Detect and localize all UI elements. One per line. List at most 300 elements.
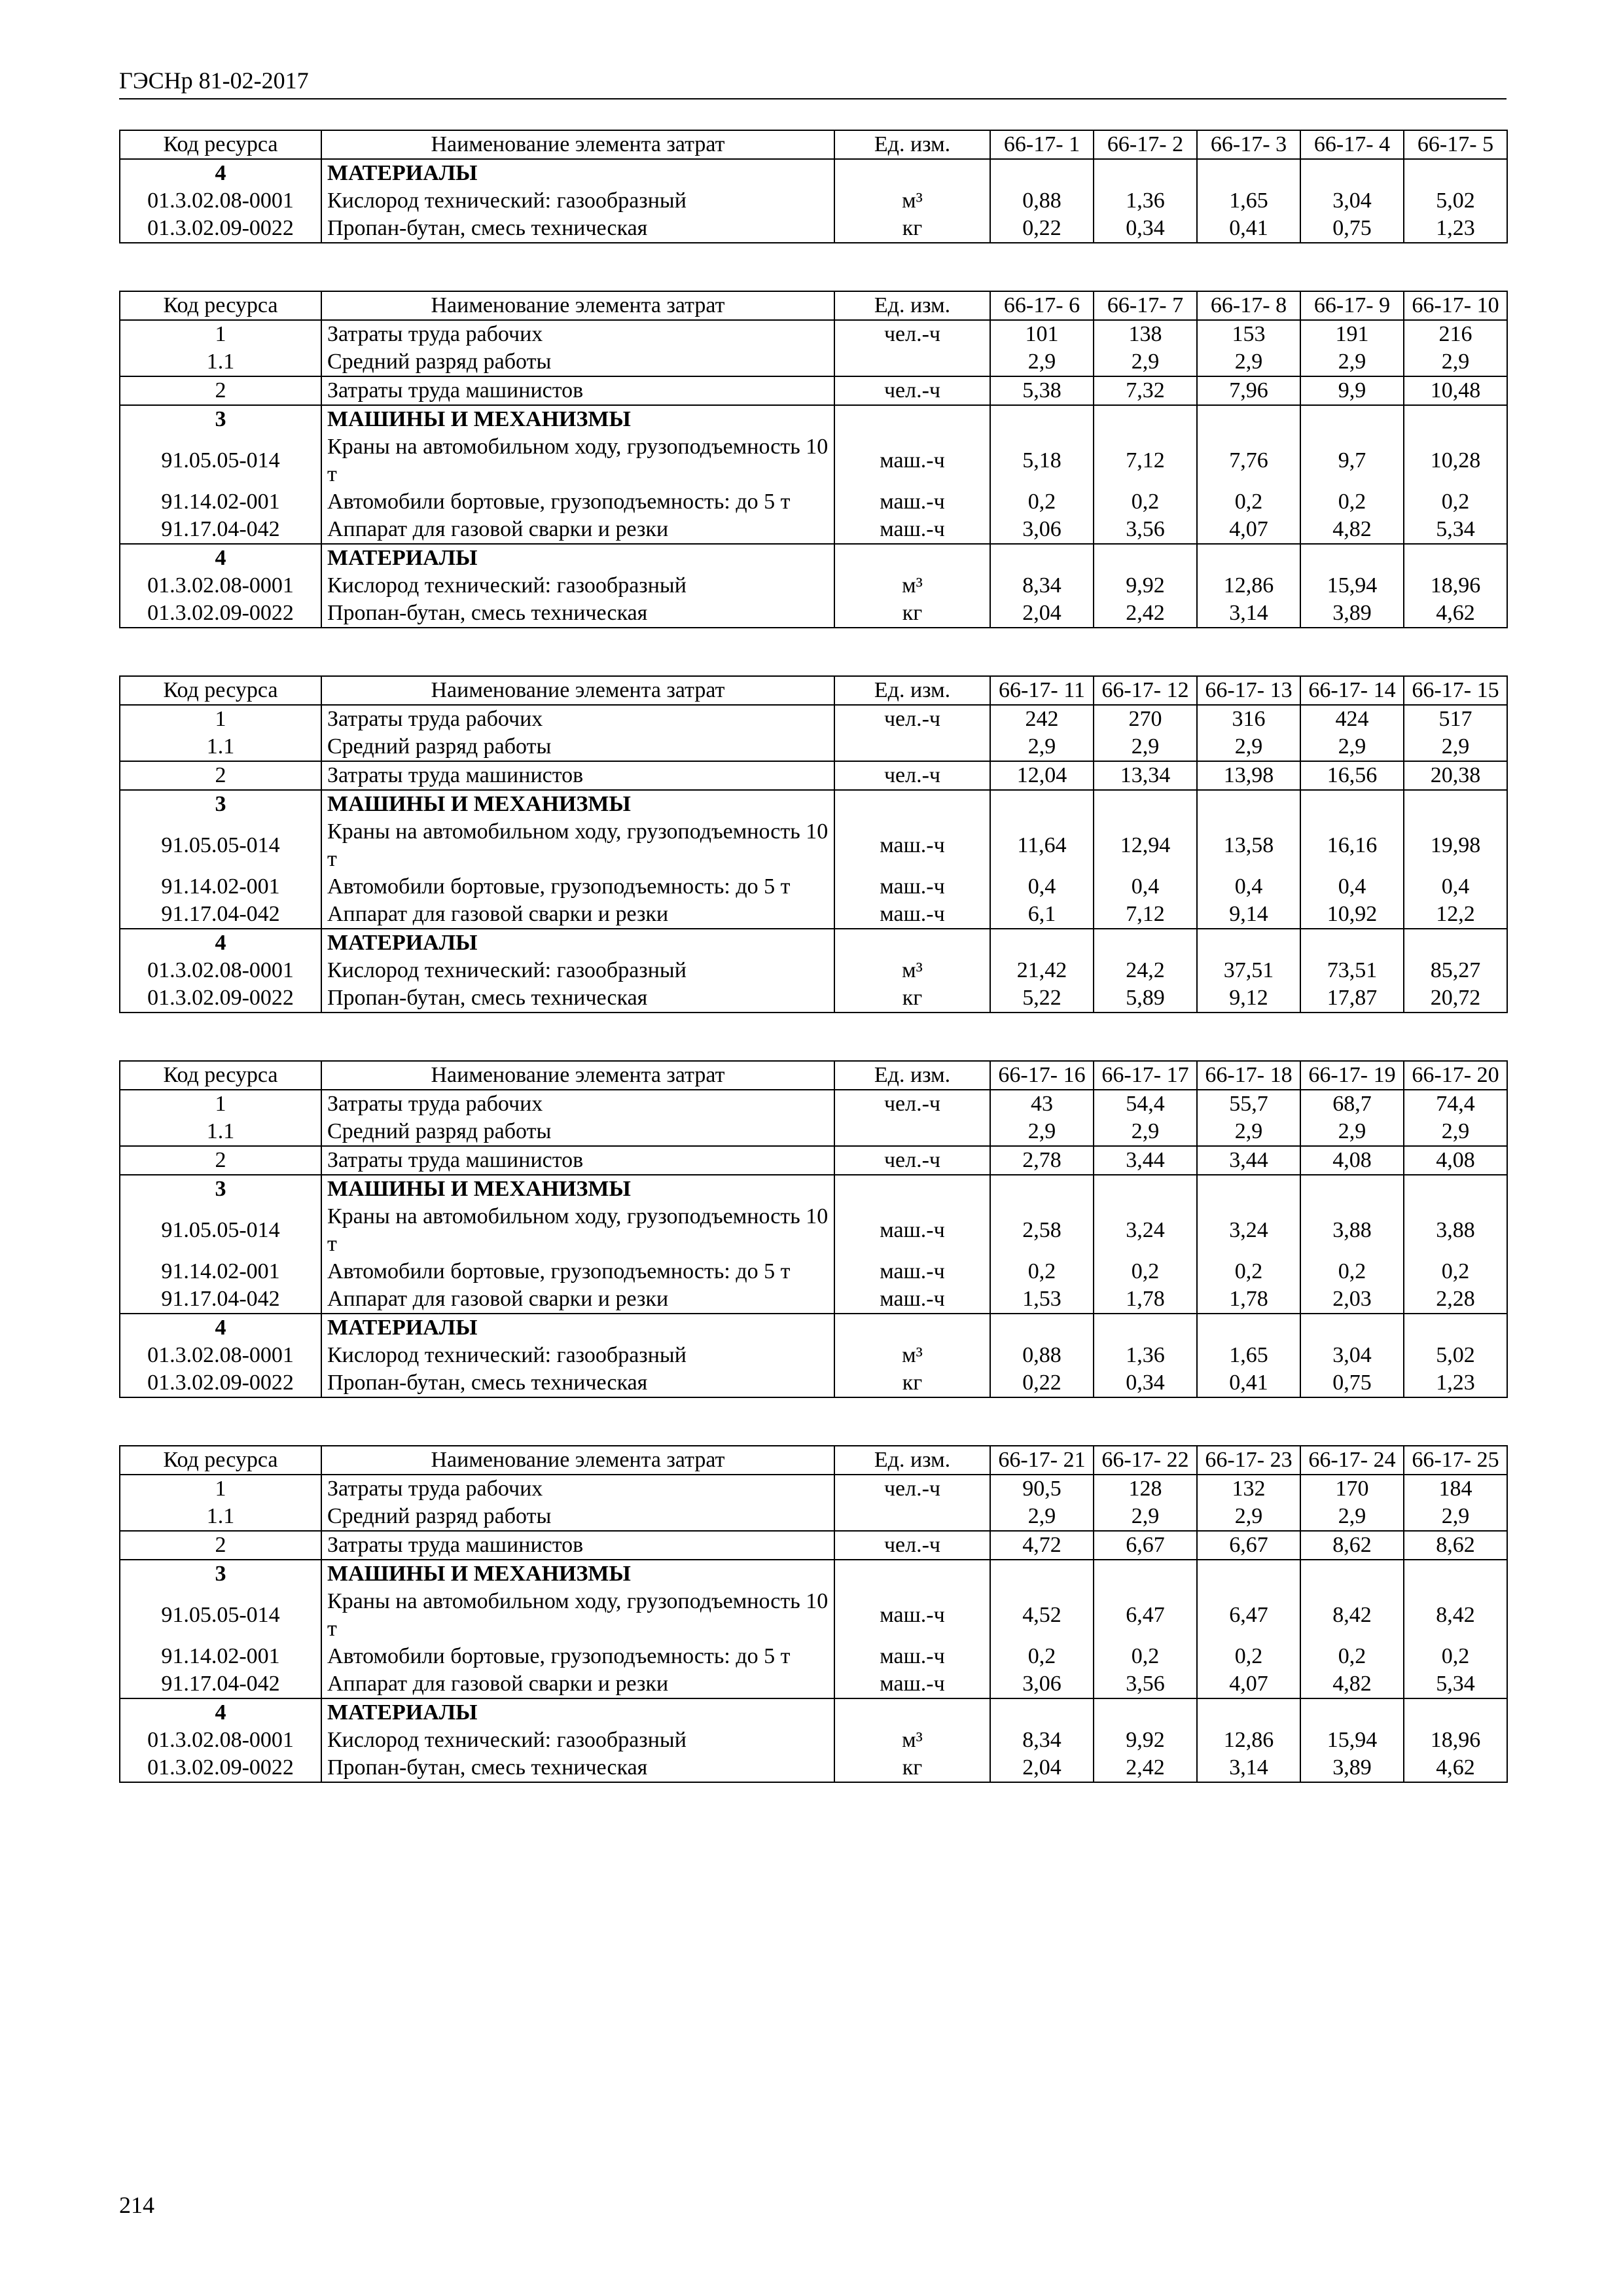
table-gap [119,1398,1507,1445]
norm-value: 4,08 [1300,1146,1404,1175]
unit-of-measure: маш.-ч [834,1670,990,1698]
norm-value: 138 [1094,320,1197,348]
norm-value: 0,41 [1197,1369,1300,1397]
page-number: 214 [119,2192,154,2218]
norm-value: 0,34 [1094,215,1197,243]
norm-value: 5,34 [1404,1670,1507,1698]
resource-code: 01.3.02.08-0001 [120,572,321,600]
unit-of-measure [834,790,990,818]
norm-value: 12,2 [1404,901,1507,929]
resource-code: 1.1 [120,733,321,761]
header-unit: Ед. изм. [834,676,990,705]
table-row [120,705,1507,733]
table-row [120,1754,1507,1782]
norm-value: 3,06 [990,516,1094,544]
resource-table [119,1445,1508,1783]
cost-element-name: Автомобили бортовые, грузоподъемность: до 5 т [321,1258,834,1285]
resource-code: 4 [120,1314,321,1342]
resource-code: 01.3.02.08-0001 [120,187,321,215]
norm-value: 2,9 [1197,1503,1300,1531]
resource-code: 3 [120,1560,321,1588]
norm-value: 18,96 [1404,572,1507,600]
table-header-row [120,130,1507,159]
norm-value: 20,38 [1404,761,1507,790]
norm-value: 0,2 [1404,488,1507,516]
header-norm-code: 66-17- 1 [990,130,1094,159]
norm-value [1197,405,1300,433]
unit-of-measure: маш.-ч [834,901,990,929]
norm-value: 4,07 [1197,516,1300,544]
norm-value: 19,98 [1404,818,1507,873]
unit-of-measure: м³ [834,957,990,984]
table-gap [119,243,1507,291]
resource-code: 4 [120,1698,321,1727]
cost-element-name: Затраты труда машинистов [321,761,834,790]
unit-of-measure [834,1560,990,1588]
unit-of-measure: м³ [834,1342,990,1369]
norm-value: 55,7 [1197,1090,1300,1118]
norm-value [1300,1175,1404,1203]
table-row [120,761,1507,790]
norm-value [1197,1175,1300,1203]
header-norm-code: 66-17- 20 [1404,1061,1507,1090]
norm-value: 37,51 [1197,957,1300,984]
norm-value: 9,92 [1094,572,1197,600]
unit-of-measure [834,159,990,187]
table-row [120,901,1507,929]
unit-of-measure [834,544,990,572]
cost-element-name: Аппарат для газовой сварки и резки [321,516,834,544]
norm-value: 0,4 [990,873,1094,901]
cost-element-name: Кислород технический: газообразный [321,957,834,984]
resource-code: 2 [120,1531,321,1560]
unit-of-measure: маш.-ч [834,1258,990,1285]
norm-value: 8,62 [1300,1531,1404,1560]
table-row [120,488,1507,516]
norm-value: 5,22 [990,984,1094,1013]
table-row [120,1369,1507,1397]
header-norm-code: 66-17- 23 [1197,1446,1300,1475]
norm-value [1197,1698,1300,1727]
header-unit: Ед. изм. [834,291,990,320]
unit-of-measure [834,1314,990,1342]
norm-value: 2,28 [1404,1285,1507,1314]
norm-value [1094,790,1197,818]
norm-value [990,1698,1094,1727]
norm-value: 4,07 [1197,1670,1300,1698]
norm-value: 2,9 [1404,1503,1507,1531]
table-row [120,348,1507,376]
norm-value [1197,159,1300,187]
norm-value: 3,89 [1300,1754,1404,1782]
cost-element-name: Аппарат для газовой сварки и резки [321,1670,834,1698]
unit-of-measure [834,348,990,376]
norm-value: 0,2 [1300,1643,1404,1670]
norm-value: 90,5 [990,1475,1094,1503]
table-row [120,818,1507,873]
norm-value: 191 [1300,320,1404,348]
norm-value [1404,1560,1507,1588]
norm-value: 2,9 [1300,1118,1404,1146]
norm-value: 5,02 [1404,1342,1507,1369]
cost-element-name: Аппарат для газовой сварки и резки [321,1285,834,1314]
norm-value: 0,22 [990,1369,1094,1397]
norm-value: 12,04 [990,761,1094,790]
unit-of-measure: чел.-ч [834,376,990,405]
norm-value: 2,9 [1404,733,1507,761]
table-row [120,516,1507,544]
resource-code: 01.3.02.08-0001 [120,957,321,984]
header-norm-code: 66-17- 10 [1404,291,1507,320]
norm-value: 242 [990,705,1094,733]
cost-element-name: Краны на автомобильном ходу, грузоподъемность 10 т [321,818,834,873]
norm-value: 0,2 [1094,1643,1197,1670]
norm-value: 2,9 [1300,733,1404,761]
norm-value: 2,9 [1094,1503,1197,1531]
norm-value: 3,24 [1197,1203,1300,1258]
cost-element-name: МАТЕРИАЛЫ [321,1314,834,1342]
norm-value: 0,2 [990,488,1094,516]
resource-code: 4 [120,929,321,957]
resource-code: 01.3.02.09-0022 [120,1754,321,1782]
norm-value: 132 [1197,1475,1300,1503]
table-row [120,600,1507,628]
cost-element-name: Автомобили бортовые, грузоподъемность: до 5 т [321,1643,834,1670]
norm-value: 5,18 [990,433,1094,488]
norm-value: 0,2 [1197,1643,1300,1670]
norm-value: 9,92 [1094,1727,1197,1754]
norm-value: 5,02 [1404,187,1507,215]
table-row [120,1698,1507,1727]
table-row [120,544,1507,572]
norm-value: 13,98 [1197,761,1300,790]
norm-value: 16,16 [1300,818,1404,873]
table-row [120,215,1507,243]
table-row [120,1475,1507,1503]
unit-of-measure [834,1503,990,1531]
table-row [120,572,1507,600]
resource-table [119,675,1508,1013]
norm-value: 2,9 [1300,348,1404,376]
cost-element-name: Пропан-бутан, смесь техническая [321,600,834,628]
header-norm-code: 66-17- 17 [1094,1061,1197,1090]
norm-value: 2,9 [1404,348,1507,376]
norm-value [1300,1314,1404,1342]
norm-value: 7,32 [1094,376,1197,405]
norm-value: 0,88 [990,1342,1094,1369]
table-row [120,376,1507,405]
norm-value: 10,28 [1404,433,1507,488]
unit-of-measure [834,1118,990,1146]
unit-of-measure: кг [834,1754,990,1782]
cost-tables [119,130,1507,1783]
norm-value [1094,929,1197,957]
norm-value: 73,51 [1300,957,1404,984]
norm-value: 153 [1197,320,1300,348]
norm-value: 0,4 [1197,873,1300,901]
norm-value [1094,544,1197,572]
resource-code: 91.17.04-042 [120,1670,321,1698]
unit-of-measure [834,1175,990,1203]
resource-code: 01.3.02.09-0022 [120,1369,321,1397]
norm-value: 2,9 [1197,733,1300,761]
unit-of-measure [834,405,990,433]
table-row [120,1258,1507,1285]
header-code: Код ресурса [120,1061,321,1090]
unit-of-measure: маш.-ч [834,1203,990,1258]
cost-element-name: Пропан-бутан, смесь техническая [321,215,834,243]
norm-value: 8,62 [1404,1531,1507,1560]
norm-value: 3,56 [1094,516,1197,544]
table-row [120,929,1507,957]
unit-of-measure: чел.-ч [834,320,990,348]
norm-value: 2,04 [990,1754,1094,1782]
cost-element-name: Кислород технический: газообразный [321,187,834,215]
norm-value: 74,4 [1404,1090,1507,1118]
unit-of-measure: чел.-ч [834,1146,990,1175]
unit-of-measure: м³ [834,572,990,600]
resource-code: 01.3.02.09-0022 [120,600,321,628]
norm-value: 9,9 [1300,376,1404,405]
header-norm-code: 66-17- 7 [1094,291,1197,320]
norm-value: 270 [1094,705,1197,733]
norm-value: 3,14 [1197,1754,1300,1782]
norm-value: 4,82 [1300,1670,1404,1698]
norm-value: 1,36 [1094,1342,1197,1369]
unit-of-measure: маш.-ч [834,433,990,488]
header-norm-code: 66-17- 12 [1094,676,1197,705]
table-row [120,873,1507,901]
norm-value: 1,53 [990,1285,1094,1314]
resource-code: 91.14.02-001 [120,1643,321,1670]
unit-of-measure: чел.-ч [834,1531,990,1560]
norm-value: 7,12 [1094,901,1197,929]
norm-value [1197,1314,1300,1342]
norm-value: 2,9 [990,348,1094,376]
norm-value: 11,64 [990,818,1094,873]
table-row [120,1503,1507,1531]
norm-value [1404,1175,1507,1203]
header-norm-code: 66-17- 14 [1300,676,1404,705]
resource-code: 91.05.05-014 [120,433,321,488]
resource-table [119,291,1508,628]
norm-value: 0,4 [1300,873,1404,901]
norm-value: 4,62 [1404,1754,1507,1782]
resource-table [119,130,1508,243]
table-gap [119,628,1507,675]
norm-value: 8,34 [990,1727,1094,1754]
cost-element-name: Средний разряд работы [321,1503,834,1531]
norm-value: 1,65 [1197,187,1300,215]
cost-element-name: Затраты труда рабочих [321,1090,834,1118]
cost-element-name: Затраты труда машинистов [321,1146,834,1175]
norm-value: 316 [1197,705,1300,733]
norm-value: 2,9 [1197,1118,1300,1146]
resource-code: 91.17.04-042 [120,901,321,929]
resource-table [119,1060,1508,1398]
norm-value: 68,7 [1300,1090,1404,1118]
norm-value: 12,86 [1197,572,1300,600]
cost-element-name: Пропан-бутан, смесь техническая [321,984,834,1013]
norm-value: 6,67 [1197,1531,1300,1560]
cost-element-name: МАШИНЫ И МЕХАНИЗМЫ [321,1175,834,1203]
cost-element-name: Краны на автомобильном ходу, грузоподъемность 10 т [321,1588,834,1643]
norm-value: 9,7 [1300,433,1404,488]
norm-value: 1,23 [1404,215,1507,243]
norm-value [1300,405,1404,433]
norm-value [990,790,1094,818]
norm-value: 0,75 [1300,215,1404,243]
header-norm-code: 66-17- 5 [1404,130,1507,159]
cost-element-name: МАТЕРИАЛЫ [321,929,834,957]
norm-value: 8,42 [1404,1588,1507,1643]
norm-value: 3,14 [1197,600,1300,628]
norm-value [1094,159,1197,187]
table-row [120,1090,1507,1118]
cost-element-name: Автомобили бортовые, грузоподъемность: до 5 т [321,488,834,516]
norm-value: 0,75 [1300,1369,1404,1397]
header-unit: Ед. изм. [834,1061,990,1090]
norm-value: 1,78 [1094,1285,1197,1314]
resource-code: 1 [120,1475,321,1503]
page-header [119,65,1507,99]
table-row [120,1175,1507,1203]
resource-code: 4 [120,544,321,572]
unit-of-measure: чел.-ч [834,1090,990,1118]
header-code: Код ресурса [120,676,321,705]
norm-value: 2,9 [1094,348,1197,376]
norm-value [990,544,1094,572]
norm-value: 1,23 [1404,1369,1507,1397]
cost-element-name: Кислород технический: газообразный [321,1342,834,1369]
norm-value [990,159,1094,187]
header-norm-code: 66-17- 9 [1300,291,1404,320]
header-norm-code: 66-17- 19 [1300,1061,1404,1090]
table-row [120,1560,1507,1588]
table-row [120,1146,1507,1175]
norm-value: 9,12 [1197,984,1300,1013]
norm-value: 6,1 [990,901,1094,929]
norm-value: 0,2 [1094,1258,1197,1285]
table-row [120,1531,1507,1560]
cost-element-name: Затраты труда машинистов [321,1531,834,1560]
norm-value: 2,58 [990,1203,1094,1258]
norm-value: 85,27 [1404,957,1507,984]
table-row [120,1588,1507,1643]
header-norm-code: 66-17- 25 [1404,1446,1507,1475]
unit-of-measure: м³ [834,187,990,215]
norm-value: 10,48 [1404,376,1507,405]
unit-of-measure [834,1698,990,1727]
norm-value [990,1560,1094,1588]
norm-value: 170 [1300,1475,1404,1503]
norm-value: 2,9 [1197,348,1300,376]
cost-element-name: Затраты труда рабочих [321,320,834,348]
norm-value: 3,56 [1094,1670,1197,1698]
header-unit: Ед. изм. [834,130,990,159]
cost-element-name: Кислород технический: газообразный [321,1727,834,1754]
norm-value [1300,159,1404,187]
norm-value [1094,1560,1197,1588]
norm-value [1404,790,1507,818]
unit-of-measure: чел.-ч [834,705,990,733]
unit-of-measure: м³ [834,1727,990,1754]
resource-code: 3 [120,1175,321,1203]
norm-value: 24,2 [1094,957,1197,984]
norm-value [1404,405,1507,433]
norm-value: 12,94 [1094,818,1197,873]
norm-value: 0,2 [1300,1258,1404,1285]
norm-value: 21,42 [990,957,1094,984]
header-code: Код ресурса [120,130,321,159]
unit-of-measure: кг [834,600,990,628]
unit-of-measure: чел.-ч [834,1475,990,1503]
cost-element-name: МАШИНЫ И МЕХАНИЗМЫ [321,790,834,818]
norm-value: 0,2 [1197,488,1300,516]
norm-value: 2,9 [1094,1118,1197,1146]
cost-element-name: МАШИНЫ И МЕХАНИЗМЫ [321,405,834,433]
header-norm-code: 66-17- 3 [1197,130,1300,159]
norm-value: 7,12 [1094,433,1197,488]
norm-value: 2,03 [1300,1285,1404,1314]
unit-of-measure: маш.-ч [834,873,990,901]
table-row [120,1727,1507,1754]
norm-value: 4,52 [990,1588,1094,1643]
norm-value: 0,34 [1094,1369,1197,1397]
norm-value [1300,929,1404,957]
header-norm-code: 66-17- 2 [1094,130,1197,159]
norm-value: 54,4 [1094,1090,1197,1118]
resource-code: 01.3.02.09-0022 [120,984,321,1013]
table-header-row [120,1061,1507,1090]
table-row [120,957,1507,984]
norm-value: 3,44 [1094,1146,1197,1175]
resource-code: 91.14.02-001 [120,488,321,516]
norm-value [1404,929,1507,957]
norm-value: 0,22 [990,215,1094,243]
norm-value: 1,78 [1197,1285,1300,1314]
norm-value: 4,82 [1300,516,1404,544]
unit-of-measure [834,733,990,761]
table-header-row [120,676,1507,705]
norm-value: 18,96 [1404,1727,1507,1754]
unit-of-measure: маш.-ч [834,1285,990,1314]
norm-value: 3,88 [1300,1203,1404,1258]
resource-code: 2 [120,376,321,405]
norm-value: 3,24 [1094,1203,1197,1258]
norm-value: 3,88 [1404,1203,1507,1258]
norm-value: 2,9 [1094,733,1197,761]
cost-element-name: Затраты труда рабочих [321,1475,834,1503]
norm-value: 0,41 [1197,215,1300,243]
norm-value [990,929,1094,957]
resource-code: 91.14.02-001 [120,1258,321,1285]
norm-value: 2,9 [990,1503,1094,1531]
norm-value [1404,1314,1507,1342]
cost-element-name: МАТЕРИАЛЫ [321,159,834,187]
norm-value [1197,544,1300,572]
norm-value: 2,04 [990,600,1094,628]
cost-element-name: Автомобили бортовые, грузоподъемность: до 5 т [321,873,834,901]
table-row [120,320,1507,348]
norm-value: 10,92 [1300,901,1404,929]
resource-code: 1.1 [120,1503,321,1531]
header-norm-code: 66-17- 15 [1404,676,1507,705]
document-title: ГЭСНр 81-02-2017 [119,67,309,94]
unit-of-measure: чел.-ч [834,761,990,790]
cost-element-name: Средний разряд работы [321,1118,834,1146]
table-gap [119,1013,1507,1060]
